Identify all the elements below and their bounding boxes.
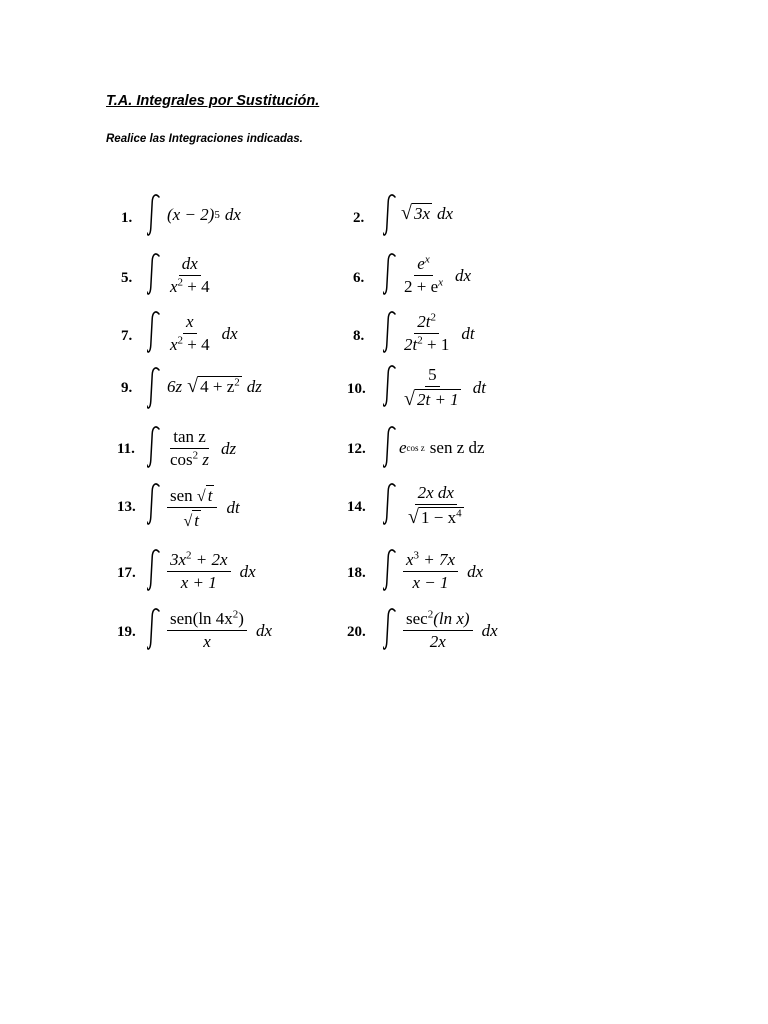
integral-sign-icon (147, 193, 163, 241)
problem-number: 1. (121, 210, 133, 226)
problem-18 (347, 548, 547, 598)
integrand: $\frac{x}{x^2 + 4}$ dx (170, 312, 238, 354)
problem-number: 6. (353, 270, 365, 286)
integrand: e cos z sen z dz (399, 438, 485, 457)
problem-8 (353, 310, 553, 360)
problem-11 (117, 425, 317, 475)
page-title: T.A. Integrales por Sustitución. (106, 93, 320, 109)
problem-12 (347, 425, 547, 475)
integrand: $\frac{e^x}{2 + e^x}$ dx (404, 253, 472, 296)
problem-19 (117, 607, 317, 657)
integral-sign-icon (147, 366, 163, 414)
problem-17 (117, 548, 317, 598)
integrand: 2x dx √ $1 - x^4$ (408, 483, 462, 528)
problem-number: 18. (347, 565, 366, 581)
problem-13 (117, 482, 317, 534)
integrand: $\frac{dx}{x^2 + 4}$ (170, 254, 210, 296)
problem-2 (353, 193, 553, 241)
problem-7 (121, 310, 321, 360)
integral-sign-icon (383, 425, 399, 473)
integral-sign-icon (147, 310, 163, 358)
integral-sign-icon (147, 607, 163, 655)
integral-sign-icon (383, 482, 399, 530)
problem-number: 14. (347, 499, 366, 515)
integrand: $\frac{2t^2}{2t^2 + 1}$ dt (404, 311, 475, 354)
integral-sign-icon (383, 548, 399, 596)
problem-number: 19. (117, 624, 136, 640)
integral-sign-icon (383, 607, 399, 655)
instructions: Realice las Integraciones indicadas. (106, 133, 303, 145)
integrand: √ 3x dx (401, 202, 454, 224)
integrand: sen √ t √ t dt (163, 485, 240, 530)
problem-10 (347, 364, 547, 416)
problem-5 (121, 252, 321, 302)
integrand: (x − 2) 5 dx (167, 205, 241, 224)
integral-sign-icon (147, 252, 163, 300)
integrand: $\frac{\text{tan z}}{\cos^2 z}$ dz (170, 427, 237, 469)
problem-20 (347, 607, 547, 657)
problem-number: 9. (121, 380, 133, 396)
integral-sign-icon (147, 425, 163, 473)
integrand: 5 √ 2t + 1 dt (404, 365, 486, 410)
integral-sign-icon (383, 193, 399, 241)
integral-sign-icon (147, 548, 163, 596)
integrand: $\frac{\sec^2(\ln x)}{2x}$ dx (399, 610, 498, 651)
integral-sign-icon (147, 482, 163, 530)
problem-number: 8. (353, 328, 365, 344)
problem-number: 5. (121, 270, 133, 286)
problem-number: 11. (117, 441, 135, 457)
integrand: 6z √ $4 + z^2$ dz (167, 375, 262, 397)
problem-number: 17. (117, 565, 136, 581)
problem-6 (353, 252, 553, 302)
problem-number: 13. (117, 499, 136, 515)
problem-number: 12. (347, 441, 366, 457)
problem-number: 2. (353, 210, 365, 226)
integrand: $\frac{3x^2 + 2x}{x + 1}$ dx (163, 551, 256, 592)
problem-9 (121, 366, 321, 414)
integrand: $\frac{sen(\ln 4x^2)}{x}$ dx (163, 610, 272, 651)
problem-14 (347, 482, 547, 536)
integrand: $\frac{x^3 + 7x}{x - 1}$ dx (399, 551, 483, 592)
problem-1 (121, 193, 321, 241)
problem-number: 20. (347, 624, 366, 640)
problem-number: 7. (121, 328, 133, 344)
problem-number: 10. (347, 381, 366, 397)
